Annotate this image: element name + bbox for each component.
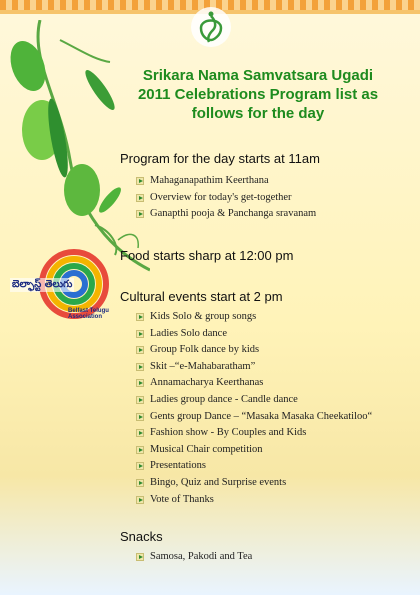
- association-telugu-name: బెల్ఫాస్ట్ తెలుగు: [12, 279, 73, 290]
- arrow-bullet-icon: [136, 313, 144, 321]
- arrow-bullet-icon: [136, 396, 144, 404]
- list-item: Samosa, Pakodi and Tea: [136, 549, 252, 566]
- arrow-bullet-icon: [136, 379, 144, 387]
- arrow-bullet-icon: [136, 553, 144, 561]
- association-name: Belfast Telugu Association: [68, 308, 109, 320]
- arrow-bullet-icon: [136, 496, 144, 504]
- page-title: [112, 66, 404, 123]
- ganesha-logo-icon: [187, 6, 235, 48]
- arrow-bullet-icon: [136, 413, 144, 421]
- list-item: Fashion show - By Couples and Kids: [136, 425, 372, 442]
- snacks-heading: Snacks: [120, 529, 163, 544]
- list-item: Mahaganapathim Keerthana: [136, 173, 316, 190]
- arrow-bullet-icon: [136, 346, 144, 354]
- arrow-bullet-icon: [136, 462, 144, 470]
- title-line: 2011 Celebrations Program list as: [137, 86, 379, 103]
- arrow-bullet-icon: [136, 330, 144, 338]
- arrow-bullet-icon: [136, 479, 144, 487]
- snacks-list: [136, 549, 252, 566]
- arrow-bullet-icon: [136, 177, 144, 185]
- list-item: Ladies Solo dance: [136, 326, 372, 343]
- list-item: Overview for today's get-together: [136, 190, 316, 207]
- list-item: Presentations: [136, 458, 372, 475]
- cultural-heading: Cultural events start at 2 pm: [120, 289, 283, 304]
- list-item: Ganapthi pooja & Panchanga sravanam: [136, 206, 316, 223]
- arrow-bullet-icon: [136, 446, 144, 454]
- list-item: Group Folk dance by kids: [136, 342, 372, 359]
- cultural-list: [136, 309, 372, 508]
- arrow-bullet-icon: [136, 429, 144, 437]
- title-line: follows for the day: [191, 105, 325, 122]
- arrow-bullet-icon: [136, 363, 144, 371]
- arrow-bullet-icon: [136, 194, 144, 202]
- list-item: Kids Solo & group songs: [136, 309, 372, 326]
- list-item: Vote of Thanks: [136, 492, 372, 509]
- list-item: Skit –“e-Mahabaratham”: [136, 359, 372, 376]
- arrow-bullet-icon: [136, 210, 144, 218]
- food-heading: Food starts sharp at 12:00 pm: [120, 248, 294, 263]
- program-list: [136, 173, 316, 223]
- list-item: Gents group Dance – “Masaka Masaka Cheekatiloo“: [136, 409, 372, 426]
- program-heading: Program for the day starts at 11am: [120, 151, 320, 166]
- title-line: Srikara Nama Samvatsara Ugadi: [142, 67, 374, 84]
- list-item: Ladies group dance - Candle dance: [136, 392, 372, 409]
- list-item: Musical Chair competition: [136, 442, 372, 459]
- list-item: Annamacharya Keerthanas: [136, 375, 372, 392]
- list-item: Bingo, Quiz and Surprise events: [136, 475, 372, 492]
- association-logo: [8, 244, 118, 324]
